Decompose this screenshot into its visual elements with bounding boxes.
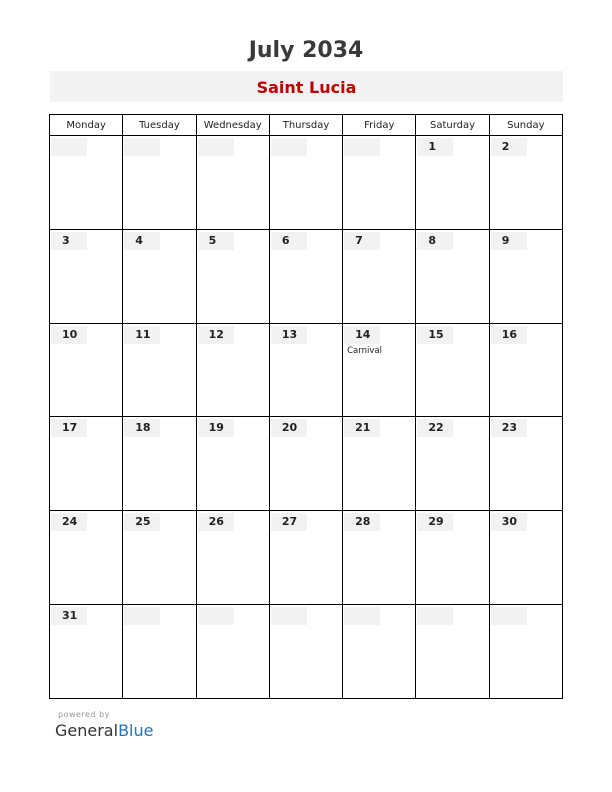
- day-number: 4: [135, 233, 143, 247]
- calendar-day-cell[interactable]: [50, 417, 123, 511]
- weekday-tuesday: Tuesday: [123, 115, 196, 136]
- calendar-day-cell[interactable]: [416, 417, 489, 511]
- day-number: 3: [62, 233, 70, 247]
- day-number: 15: [428, 327, 444, 341]
- calendar-week-row: [50, 229, 563, 323]
- day-number-box: [344, 607, 380, 625]
- day-number: 24: [62, 515, 78, 529]
- calendar-day-cell[interactable]: [50, 323, 123, 417]
- calendar-day-cell[interactable]: [50, 136, 123, 230]
- day-number-box: [417, 607, 453, 625]
- calendar-day-cell[interactable]: [123, 511, 196, 605]
- day-number: 17: [62, 421, 78, 435]
- day-number: 9: [501, 233, 510, 247]
- day-number: 13: [281, 327, 298, 341]
- day-number: 12: [208, 327, 224, 341]
- calendar-day-cell[interactable]: [343, 605, 416, 699]
- day-number-box: [198, 138, 234, 156]
- day-number-box: [344, 138, 380, 156]
- calendar-day-cell[interactable]: [269, 229, 342, 323]
- calendar-day-cell[interactable]: [343, 417, 416, 511]
- page-title: July 2034: [248, 38, 364, 63]
- calendar-day-cell[interactable]: [50, 229, 123, 323]
- calendar-day-cell[interactable]: [489, 417, 562, 511]
- weekday-friday: Friday: [343, 115, 416, 136]
- calendar-day-cell[interactable]: [489, 605, 562, 699]
- calendar-day-cell[interactable]: [123, 417, 196, 511]
- day-number: 7: [355, 233, 363, 247]
- weekday-wednesday: Wednesday: [196, 115, 269, 136]
- day-number-box: [198, 607, 234, 625]
- calendar-week-row: [50, 323, 563, 417]
- day-number: 21: [355, 421, 371, 435]
- calendar-day-cell[interactable]: [269, 417, 342, 511]
- day-number: 5: [208, 233, 217, 247]
- day-number: 19: [208, 421, 224, 435]
- day-number: 8: [428, 233, 437, 247]
- day-number: 25: [135, 515, 151, 529]
- calendar-day-cell[interactable]: [269, 323, 342, 417]
- calendar-week-row: [50, 417, 563, 511]
- calendar-day-cell[interactable]: [196, 323, 269, 417]
- calendar-day-cell[interactable]: [196, 417, 269, 511]
- country-name: Saint Lucia: [256, 78, 357, 97]
- calendar-day-cell[interactable]: [123, 323, 196, 417]
- calendar-day-cell[interactable]: [343, 323, 416, 417]
- day-number: 28: [355, 515, 371, 529]
- calendar-day-cell[interactable]: [269, 605, 342, 699]
- day-number: 31: [62, 609, 78, 623]
- calendar-day-cell[interactable]: [196, 229, 269, 323]
- brand-general: General: [55, 721, 119, 740]
- calendar-day-cell[interactable]: [416, 136, 489, 230]
- day-number-box: [51, 138, 87, 156]
- calendar-day-cell[interactable]: [416, 511, 489, 605]
- calendar-day-cell[interactable]: [269, 511, 342, 605]
- day-number: 30: [501, 515, 517, 529]
- calendar-day-cell[interactable]: [123, 605, 196, 699]
- calendar-day-cell[interactable]: [123, 136, 196, 230]
- calendar-day-cell[interactable]: [489, 136, 562, 230]
- calendar-day-cell[interactable]: [123, 229, 196, 323]
- calendar-day-cell[interactable]: [269, 136, 342, 230]
- day-number: 11: [135, 327, 151, 341]
- calendar-day-cell[interactable]: [489, 323, 562, 417]
- weekday-saturday: Saturday: [416, 115, 489, 136]
- calendar-week-row: [50, 511, 563, 605]
- day-number-box: [124, 138, 160, 156]
- day-number: 2: [501, 140, 510, 153]
- calendar-day-cell[interactable]: [416, 605, 489, 699]
- calendar-body: [50, 136, 563, 699]
- calendar-day-cell[interactable]: [416, 229, 489, 323]
- calendar-day-cell[interactable]: [50, 511, 123, 605]
- calendar-day-cell[interactable]: [343, 229, 416, 323]
- holiday-event: Carnival: [347, 345, 382, 356]
- day-number-box: [491, 607, 527, 625]
- brand-logo[interactable]: [55, 721, 153, 740]
- weekday-thursday: Thursday: [269, 115, 342, 136]
- day-number-box: [271, 138, 307, 156]
- calendar-day-cell[interactable]: [196, 511, 269, 605]
- day-number: 20: [281, 421, 298, 435]
- weekday-sunday: Sunday: [489, 115, 562, 136]
- calendar-day-cell[interactable]: [489, 229, 562, 323]
- calendar-day-cell[interactable]: [343, 136, 416, 230]
- calendar-day-cell[interactable]: [196, 136, 269, 230]
- weekday-header-row: [50, 115, 563, 136]
- brand-blue: Blue: [118, 721, 154, 740]
- calendar-day-cell[interactable]: [50, 605, 123, 699]
- day-number: 27: [281, 515, 298, 529]
- calendar-day-cell[interactable]: [196, 605, 269, 699]
- calendar-week-row: [50, 136, 563, 230]
- calendar-grid: [49, 114, 563, 699]
- day-number: 6: [281, 233, 290, 247]
- calendar-week-row: [50, 605, 563, 699]
- day-number: 14: [355, 327, 371, 341]
- day-number: 22: [428, 421, 444, 435]
- day-number: 29: [428, 515, 444, 529]
- day-number: 1: [428, 140, 437, 153]
- day-number-box: [271, 607, 307, 625]
- day-number: 10: [62, 327, 78, 341]
- day-number: 18: [135, 421, 151, 435]
- day-number: 26: [208, 515, 224, 529]
- day-number: 23: [501, 421, 517, 435]
- calendar-day-cell[interactable]: [416, 323, 489, 417]
- calendar-day-cell[interactable]: [489, 511, 562, 605]
- country-banner: [50, 71, 563, 102]
- weekday-monday: Monday: [50, 115, 123, 136]
- powered-by-text: powered by: [58, 710, 110, 719]
- day-number-box: [124, 607, 160, 625]
- day-number: 16: [501, 327, 517, 341]
- calendar-day-cell[interactable]: [343, 511, 416, 605]
